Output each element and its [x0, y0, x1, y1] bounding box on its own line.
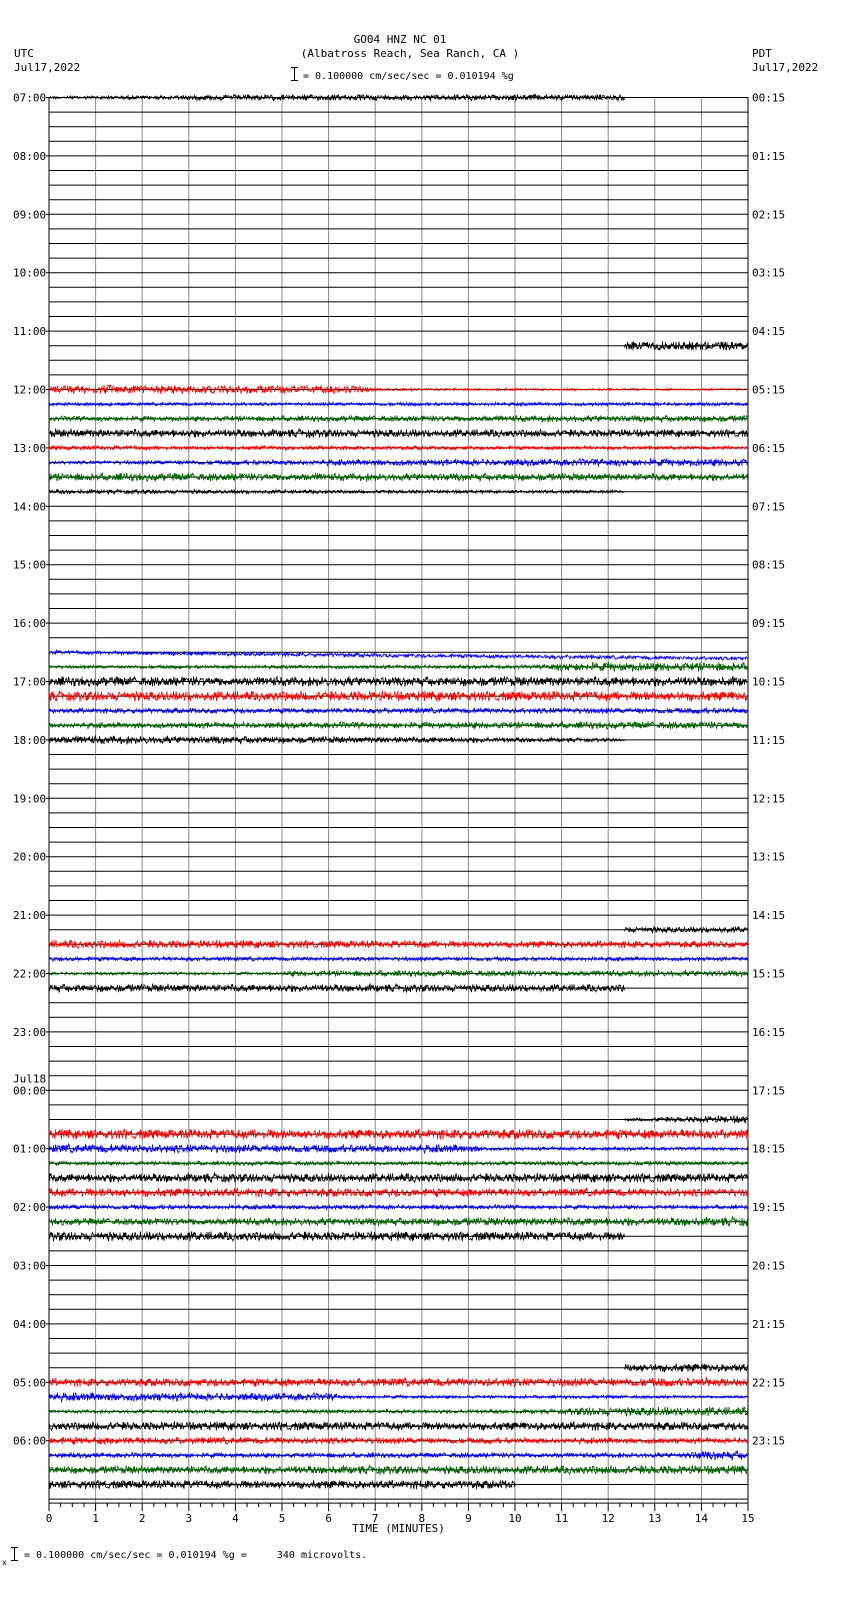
right-hour-label: 14:15: [752, 909, 786, 923]
left-hour-label: 18:00: [13, 733, 47, 747]
right-hour-label: 00:15: [752, 91, 786, 105]
right-hour-label: 17:15: [752, 1084, 786, 1098]
right-hour-label: 08:15: [752, 558, 786, 572]
x-tick-label: 11: [554, 1512, 569, 1526]
left-hour-label: 23:00: [13, 1025, 47, 1039]
trace-blue-row-93: [49, 1451, 748, 1460]
right-hour-label: 10:15: [752, 675, 786, 689]
x-axis-label: TIME (MINUTES): [352, 1522, 445, 1536]
right-hour-label: 09:15: [752, 617, 786, 631]
x-tick-label: 4: [232, 1512, 239, 1526]
footer-scale-bar-bottom: [11, 1560, 18, 1561]
x-tick-label: 7: [371, 1512, 379, 1526]
x-tick-label: 0: [45, 1512, 53, 1526]
left-hour-label: 20:00: [13, 850, 47, 864]
trace-black-row-44: [49, 736, 625, 744]
left-hour-label: 10:00: [13, 266, 47, 280]
right-hour-label: 03:15: [752, 266, 786, 280]
left-hour-label: 14:00: [13, 500, 47, 514]
trace-blue-row-38: [49, 650, 748, 660]
right-hour-label: 15:15: [752, 967, 786, 981]
right-hour-label: 04:15: [752, 325, 786, 339]
left-hour-label: 03:00: [13, 1259, 47, 1273]
footer-scale-bar-icon: [14, 1547, 15, 1561]
left-date: Jul17,2022: [14, 61, 81, 74]
station-location: (Albatross Reach, Sea Ranch, CA ): [300, 47, 520, 60]
right-hour-label: 13:15: [752, 850, 786, 864]
date-change-label: Jul18: [13, 1072, 47, 1086]
right-hour-label: 01:15: [752, 149, 786, 163]
right-hour-label: 19:15: [752, 1201, 786, 1215]
trace-black-row-87: [625, 1364, 748, 1373]
left-hour-label: 07:00: [13, 91, 47, 105]
x-tick-label: 14: [694, 1512, 709, 1526]
scale-text: = 0.100000 cm/sec/sec = 0.010194 %g: [303, 71, 514, 82]
right-timezone: PDT: [752, 47, 772, 60]
left-hour-label: 16:00: [13, 617, 47, 631]
left-hour-label: 02:00: [13, 1201, 47, 1215]
x-tick-label: 3: [185, 1512, 193, 1526]
left-hour-label: 09:00: [13, 208, 47, 222]
trace-black-row-23: [49, 429, 748, 438]
left-hour-label: 13:00: [13, 441, 47, 455]
x-tick-label: 6: [325, 1512, 332, 1526]
x-tick-label: 5: [278, 1512, 286, 1526]
left-hour-label: 06:00: [13, 1434, 47, 1448]
right-hour-label: 20:15: [752, 1259, 786, 1273]
footer-prefix: x: [2, 1558, 7, 1567]
left-hour-label: 12:00: [13, 383, 47, 397]
right-date: Jul17,2022: [752, 61, 819, 74]
left-hour-label: 00:00: [13, 1084, 47, 1098]
x-tick-label: 9: [465, 1512, 472, 1526]
left-hour-label: 04:00: [13, 1317, 47, 1331]
trace-green-row-73: [49, 1161, 748, 1166]
right-hour-label: 05:15: [752, 383, 786, 397]
right-hour-label: 07:15: [752, 500, 786, 514]
x-tick-label: 1: [92, 1512, 99, 1526]
plot-frame: [49, 98, 748, 1504]
right-hour-label: 02:15: [752, 208, 786, 222]
left-hour-label: 08:00: [13, 149, 47, 163]
right-hour-label: 23:15: [752, 1434, 786, 1448]
right-hour-label: 22:15: [752, 1376, 786, 1390]
right-hour-label: 12:15: [752, 792, 786, 806]
right-hour-label: 11:15: [752, 733, 786, 747]
left-hour-label: 11:00: [13, 325, 47, 339]
right-hour-label: 18:15: [752, 1142, 786, 1156]
right-hour-label: 06:15: [752, 441, 786, 455]
left-timezone: UTC: [14, 47, 34, 60]
chart-title: GO04 HNZ NC 01: [353, 33, 447, 46]
x-tick-label: 15: [741, 1512, 755, 1526]
x-tick-label: 10: [508, 1512, 522, 1526]
left-hour-label: 17:00: [13, 675, 47, 689]
trace-green-row-94: [49, 1465, 748, 1474]
right-hour-label: 16:15: [752, 1025, 786, 1039]
x-tick-label: 12: [601, 1512, 615, 1526]
x-tick-label: 2: [138, 1512, 146, 1526]
plot-grid: [49, 98, 748, 1504]
left-hour-label: 22:00: [13, 967, 47, 981]
footer-scale-text: = 0.100000 cm/sec/sec = 0.010194 %g = 340 microvolts.: [24, 1550, 368, 1561]
left-hour-label: 21:00: [13, 909, 47, 923]
left-hour-label: 05:00: [13, 1376, 47, 1390]
right-hour-label: 21:15: [752, 1317, 786, 1331]
x-tick-label: 13: [648, 1512, 662, 1526]
trace-red-row-88: [49, 1378, 748, 1387]
left-hour-label: 01:00: [13, 1142, 47, 1156]
left-hour-label: 15:00: [13, 558, 47, 572]
x-tick-label: 8: [418, 1512, 426, 1526]
left-hour-label: 19:00: [13, 792, 47, 806]
footer-scale-bar-top: [11, 1547, 18, 1548]
